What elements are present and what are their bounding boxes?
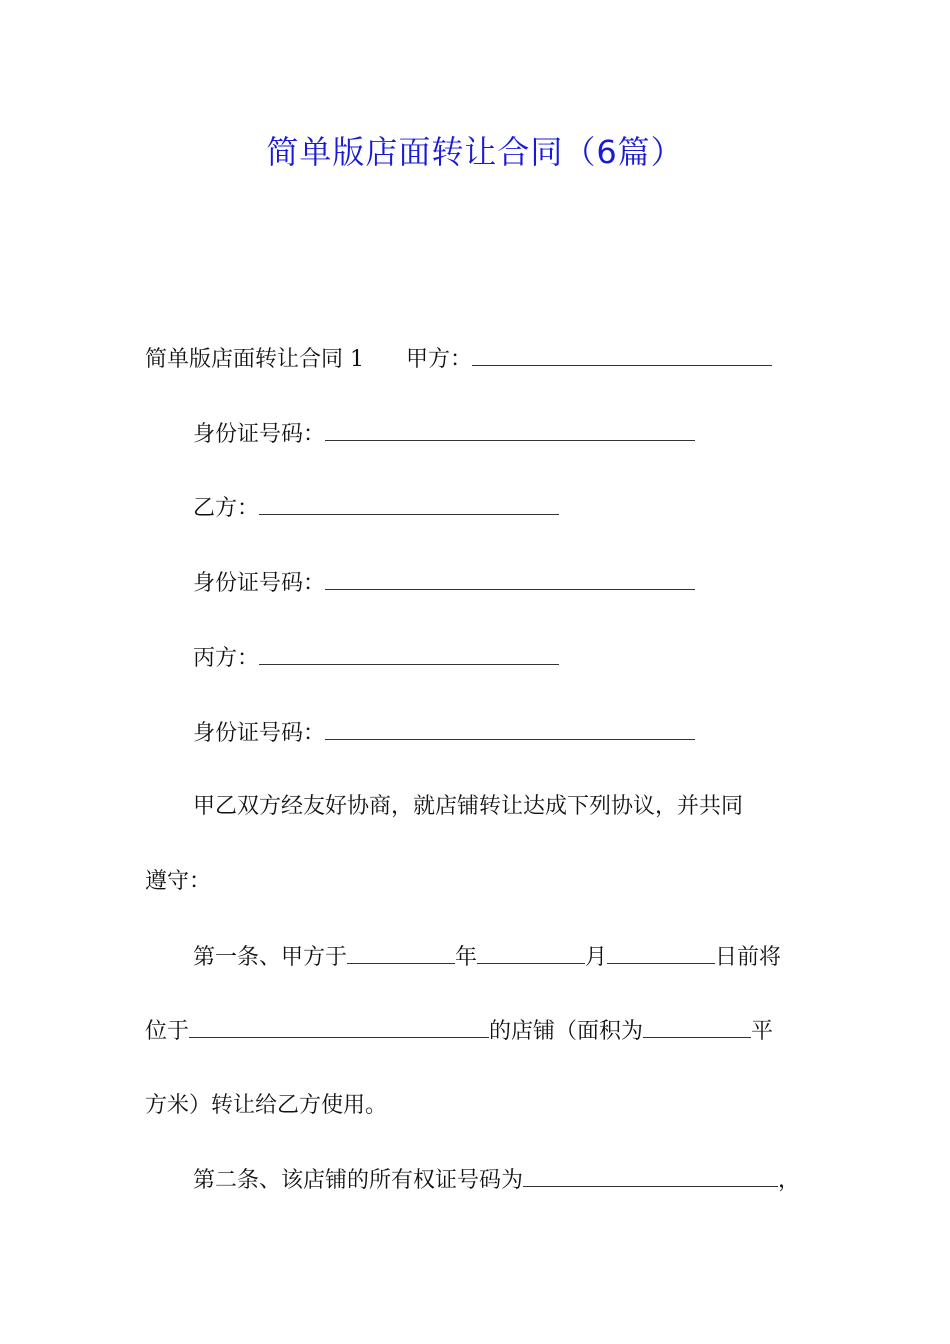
location-blank[interactable] <box>189 1015 489 1038</box>
party-c-label: 丙方： <box>193 646 260 671</box>
id-c-label: 身份证号码： <box>193 721 326 746</box>
id-b-label: 身份证号码： <box>193 571 326 596</box>
intro-line-2: 遵守： <box>145 869 212 894</box>
article-1-intro: 第一条、甲方于 <box>193 945 348 970</box>
party-b-label: 乙方： <box>193 496 260 521</box>
shop-area-label: 的店铺（面积为 <box>489 1019 644 1044</box>
id-a-blank[interactable] <box>325 418 695 441</box>
month-blank[interactable] <box>477 941 585 964</box>
id-a-line <box>193 418 695 451</box>
party-a-blank[interactable] <box>472 343 772 366</box>
month-label: 月 <box>585 945 608 970</box>
party-c-blank[interactable] <box>259 642 559 665</box>
party-a-label: 甲方： <box>406 347 473 372</box>
location-label: 位于 <box>145 1019 190 1044</box>
article-1-line-2 <box>145 1015 773 1048</box>
certificate-number-blank[interactable] <box>523 1164 778 1187</box>
article-1-line-3: 方米）转让给乙方使用。 <box>145 1093 388 1118</box>
id-b-blank[interactable] <box>325 567 695 590</box>
party-c-line <box>193 642 559 675</box>
article-2-line-1 <box>193 1164 800 1197</box>
article-1-line-1 <box>193 941 781 974</box>
id-a-label: 身份证号码： <box>193 422 326 447</box>
year-label: 年 <box>455 945 478 970</box>
area-blank[interactable] <box>643 1015 751 1038</box>
section-name: 简单版店面转让合同 1 <box>145 347 364 372</box>
day-blank[interactable] <box>607 941 715 964</box>
article-2-intro: 第二条、该店铺的所有权证号码为 <box>193 1168 524 1193</box>
day-label: 日前将 <box>715 945 782 970</box>
contract-heading-line <box>145 343 772 376</box>
party-b-line <box>193 492 559 525</box>
year-blank[interactable] <box>347 941 455 964</box>
id-b-line <box>193 567 695 600</box>
id-c-blank[interactable] <box>325 717 695 740</box>
article-2-comma: ， <box>778 1168 801 1193</box>
id-c-line <box>193 717 695 750</box>
area-unit-start: 平 <box>751 1019 774 1044</box>
party-b-blank[interactable] <box>259 492 559 515</box>
document-title: 简单版店面转让合同（6篇） <box>266 133 684 171</box>
intro-line-1: 甲乙双方经友好协商，就店铺转让达成下列协议，并共同 <box>193 794 744 819</box>
